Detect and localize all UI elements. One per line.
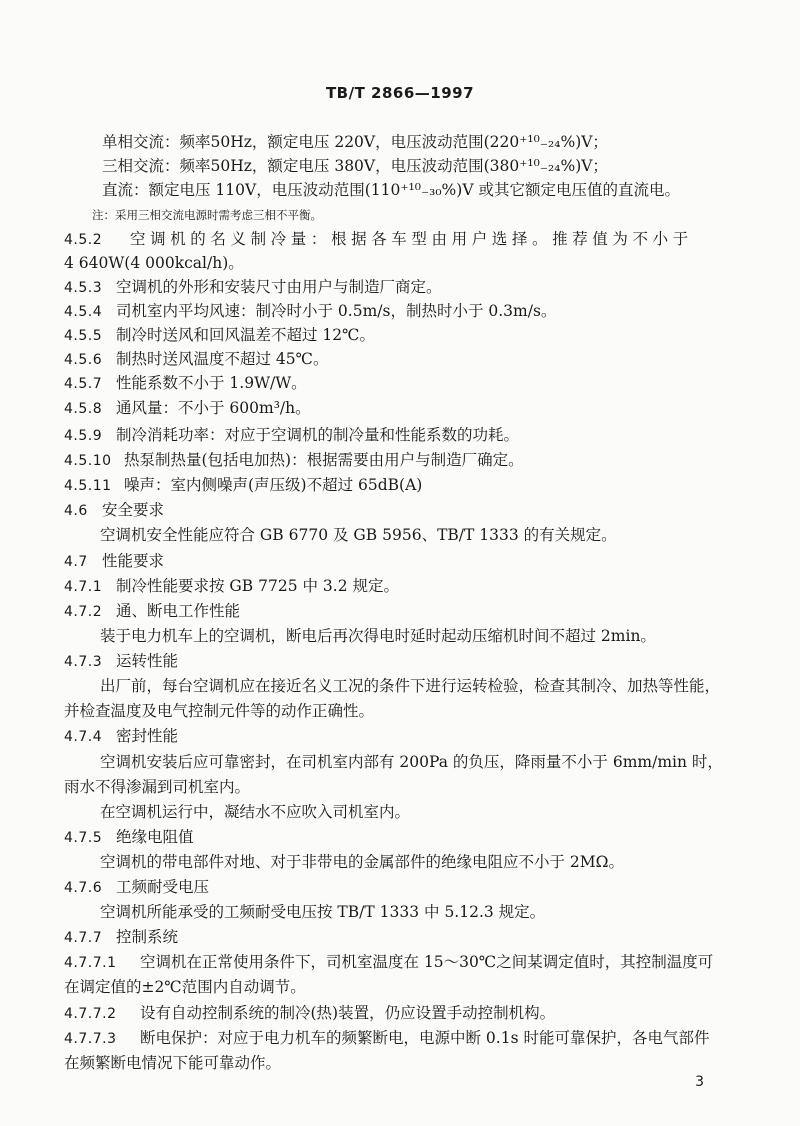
clause-4-5-4: 4.5.4 司机室内平均风速：制冷时小于 0.5m/s，制热时小于 0.3m/s。 [64, 302, 557, 320]
clause-4-5-5: 4.5.5 制冷时送风和回风温差不超过 12℃。 [64, 326, 375, 344]
clause-4-7-4: 4.7.4 密封性能 [64, 727, 179, 745]
text-line: 空调机安全性能应符合 GB 6770 及 GB 5956、TB/T 1333 的有关规定。 [100, 526, 617, 544]
clause-4-7-6: 4.7.6 工频耐受电压 [64, 878, 210, 896]
clause-4-7-7-3: 4.7.7.3 断电保护：对应于电力机车的频繁断电，电源中断 0.1s 时能可靠保护，各电气部件 [64, 1029, 710, 1047]
clause-4-5-9: 4.5.9 制冷消耗功率：对应于空调机的制冷量和性能系数的功耗。 [64, 426, 520, 444]
text-line: 三相交流：频率50Hz，额定电压 380V，电压波动范围(380⁺¹⁰₋₂₄%)V； [102, 157, 608, 175]
text-line: 在调定值的±2℃范围内自动调节。 [64, 978, 306, 996]
clause-4-5-7: 4.5.7 性能系数不小于 1.9W/W。 [64, 374, 307, 392]
text-line: 单相交流：频率50Hz，额定电压 220V，电压波动范围(220⁺¹⁰₋₂₄%)V； [102, 133, 608, 151]
text-line: 雨水不得渗漏到司机室内。 [64, 778, 251, 796]
page-number: 3 [695, 1074, 704, 1090]
clause-4-7-3: 4.7.3 运转性能 [64, 652, 179, 670]
clause-4-5-2: 4.5.2 空调机的名义制冷量：根据各车型由用户选择。推荐值为不小于 [64, 230, 693, 248]
clause-4-7-1: 4.7.1 制冷性能要求按 GB 7725 中 3.2 规定。 [64, 577, 400, 595]
section-4-7: 4.7 性能要求 [64, 552, 165, 570]
clause-4-5-8: 4.5.8 通风量：不小于 600m³/h。 [64, 399, 311, 417]
clause-4-7-7-2: 4.7.7.2 设有自动控制系统的制冷(热)装置，仍应设置手动控制机构。 [64, 1004, 556, 1022]
text-line: 并检查温度及电气控制元件等的动作正确性。 [64, 702, 375, 720]
note-line: 注：采用三相交流电源时需考虑三相不平衡。 [92, 208, 322, 222]
text-line: 在空调机运行中，凝结水不应吹入司机室内。 [100, 803, 411, 821]
standard-header: TB/T 2866—1997 [325, 84, 475, 102]
clause-4-7-7-1: 4.7.7.1 空调机在正常使用条件下，司机室温度在 15～30℃之间某调定值时，其控制温度可 [64, 953, 714, 971]
clause-4-5-6: 4.5.6 制热时送风温度不超过 45℃。 [64, 350, 329, 368]
clause-4-5-3: 4.5.3 空调机的外形和安装尺寸由用户与制造厂商定。 [64, 278, 442, 296]
text-line: 在频繁断电情况下能可靠动作。 [64, 1054, 282, 1072]
clause-4-7-5: 4.7.5 绝缘电阻值 [64, 828, 194, 846]
clause-4-7-7: 4.7.7 控制系统 [64, 928, 179, 946]
text-line: 空调机安装后应可靠密封，在司机室内部有 200Pa 的负压，降雨量不小于 6mm/min 时， [100, 753, 723, 771]
section-4-6: 4.6 安全要求 [64, 501, 165, 519]
text-line: 空调机的带电部件对地、对于非带电的金属部件的绝缘电阻应不小于 2MΩ。 [100, 853, 625, 871]
text-line: 空调机所能承受的工频耐受电压按 TB/T 1333 中 5.12.3 规定。 [100, 903, 546, 921]
clause-4-7-2: 4.7.2 通、断电工作性能 [64, 602, 241, 620]
text-line: 4 640W(4 000kcal/h)。 [64, 254, 244, 272]
clause-4-5-11: 4.5.11 噪声：室内侧噪声(声压级)不超过 65dB(A) [64, 476, 423, 494]
clause-4-5-10: 4.5.10 热泵制热量(包括电加热)：根据需要由用户与制造厂确定。 [64, 451, 524, 469]
text-line: 出厂前，每台空调机应在接近名义工况的条件下进行运转检验，检查其制冷、加热等性能， [100, 677, 721, 695]
text-line: 直流：额定电压 110V，电压波动范围(110⁺¹⁰₋₃₀%)V 或其它额定电压值的直流电。 [102, 181, 680, 199]
text-line: 装于电力机车上的空调机，断电后再次得电时延时起动压缩机时间不超过 2min。 [100, 627, 656, 645]
